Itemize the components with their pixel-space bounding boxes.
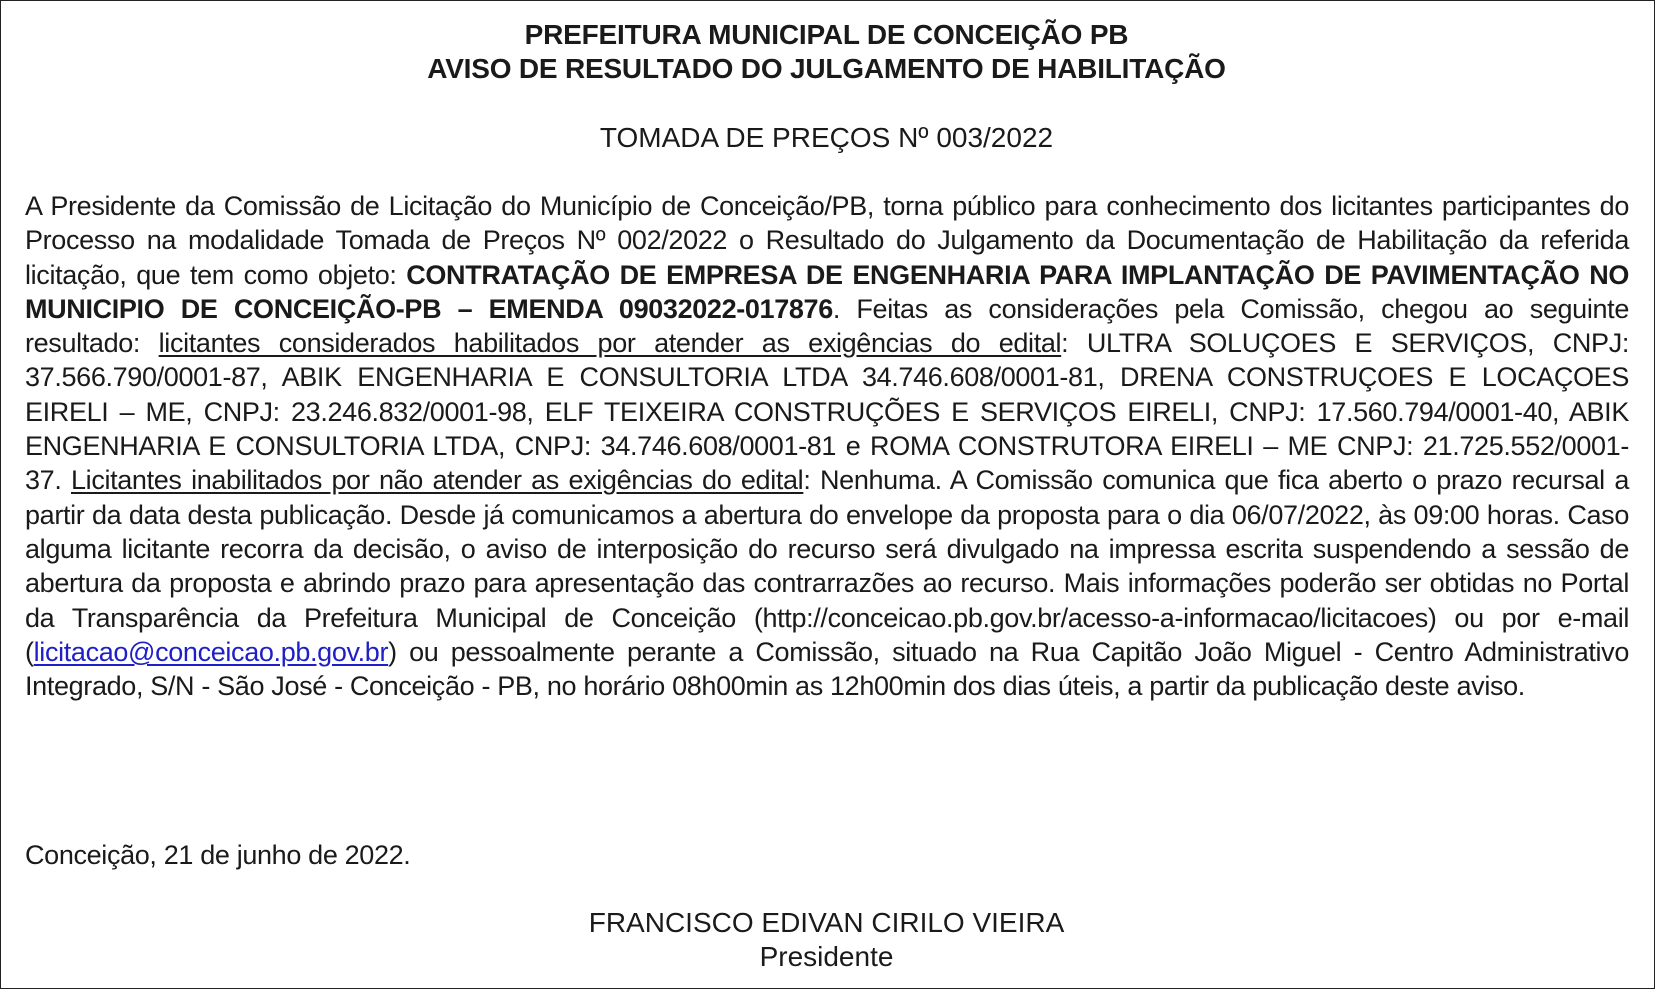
- date-line: Conceição, 21 de junho de 2022.: [25, 840, 411, 870]
- qualified-bidders-label: licitantes considerados habilitados por atender as exigências do edital: [158, 328, 1062, 359]
- body-deadlines: : Nenhuma. A Comissão comunica que fica aberto o prazo recursal a partir da data desta publicação. Desde já comunicamos a abertura do envelope da proposta para o dia 06/07/2022, às 09:00 horas. Caso alguma licitante recorra da decisão, o aviso de interposição do recurso será divulgado na impressa escrita suspendendo a sessão de abertura da proposta e abrindo prazo para apresentação das contrarrazões ao recurso. Mais informações poderão ser obtidas no Portal da Transparência da Prefeitura Municipal de Conceição (http://conceicao.pb.gov.br/acesso-a-informacao/licitacoes) ou por e-mail (: [25, 465, 1630, 667]
- qualified-bidders-list: : ULTRA SOLUÇOES E SERVIÇOS, CNPJ: 37.566.790/0001-87, ABIK ENGENHARIA E CONSULTORIA LTDA 34.746.608/0001-81, DRENA CONSTRUÇOES E LOCAÇOES EIRELI – ME, CNPJ: 23.246.832/0001-98, ELF TEIXEIRA CONSTRUÇÕES E SERVIÇOS EIRELI, CNPJ: 17.560.794/0001-40, ABIK ENGENHARIA E CONSULTORIA LTDA, CNPJ: 34.746.608/0001-81 e ROMA CONSTRUTORA EIRELI – ME CNPJ: 21.725.552/0001-37.: [25, 328, 1629, 496]
- header-municipality: PREFEITURA MUNICIPAL DE CONCEIÇÃO PB: [524, 19, 1129, 50]
- disqualified-bidders-label: Licitantes inabilitados por não atender as exigências do edital: [71, 465, 804, 496]
- body-considerations: . Feitas as considerações pela Comissão, chegou ao seguinte resultado:: [25, 293, 1629, 359]
- body-closing: ) ou pessoalmente perante a Comissão, situado na Rua Capitão João Miguel - Centro Administrativo Integrado, S/N - São José - Conceição - PB, no horário 08h00min as 12h00min dos dias úteis, a partir da publicação deste aviso.: [25, 636, 1629, 702]
- body-intro: A Presidente da Comissão de Licitação do Município de Conceição/PB, torna público para conhecimento dos licitantes participantes do Processo na modalidade Tomada de Preços Nº 002/2022 o Resultado do Julgamento da Documentação de Habilitação da referida licitação, que tem como objeto:: [25, 191, 1629, 290]
- tender-object: CONTRATAÇÃO DE EMPRESA DE ENGENHARIA PARA IMPLANTAÇÃO DE PAVIMENTAÇÃO NO MUNICIPIO DE CONCEIÇÃO-PB – EMENDA 09032022-017876: [25, 259, 1629, 324]
- signer-name: FRANCISCO EDIVAN CIRILO VIEIRA: [588, 907, 1065, 938]
- notice-body: [25, 189, 1629, 703]
- signer-role: Presidente: [759, 941, 894, 972]
- header-notice-title: AVISO DE RESULTADO DO JULGAMENTO DE HABILITAÇÃO: [427, 53, 1226, 84]
- tender-number: TOMADA DE PREÇOS Nº 003/2022: [599, 122, 1054, 153]
- email-link[interactable]: licitacao@conceicao.pb.gov.br: [33, 636, 389, 667]
